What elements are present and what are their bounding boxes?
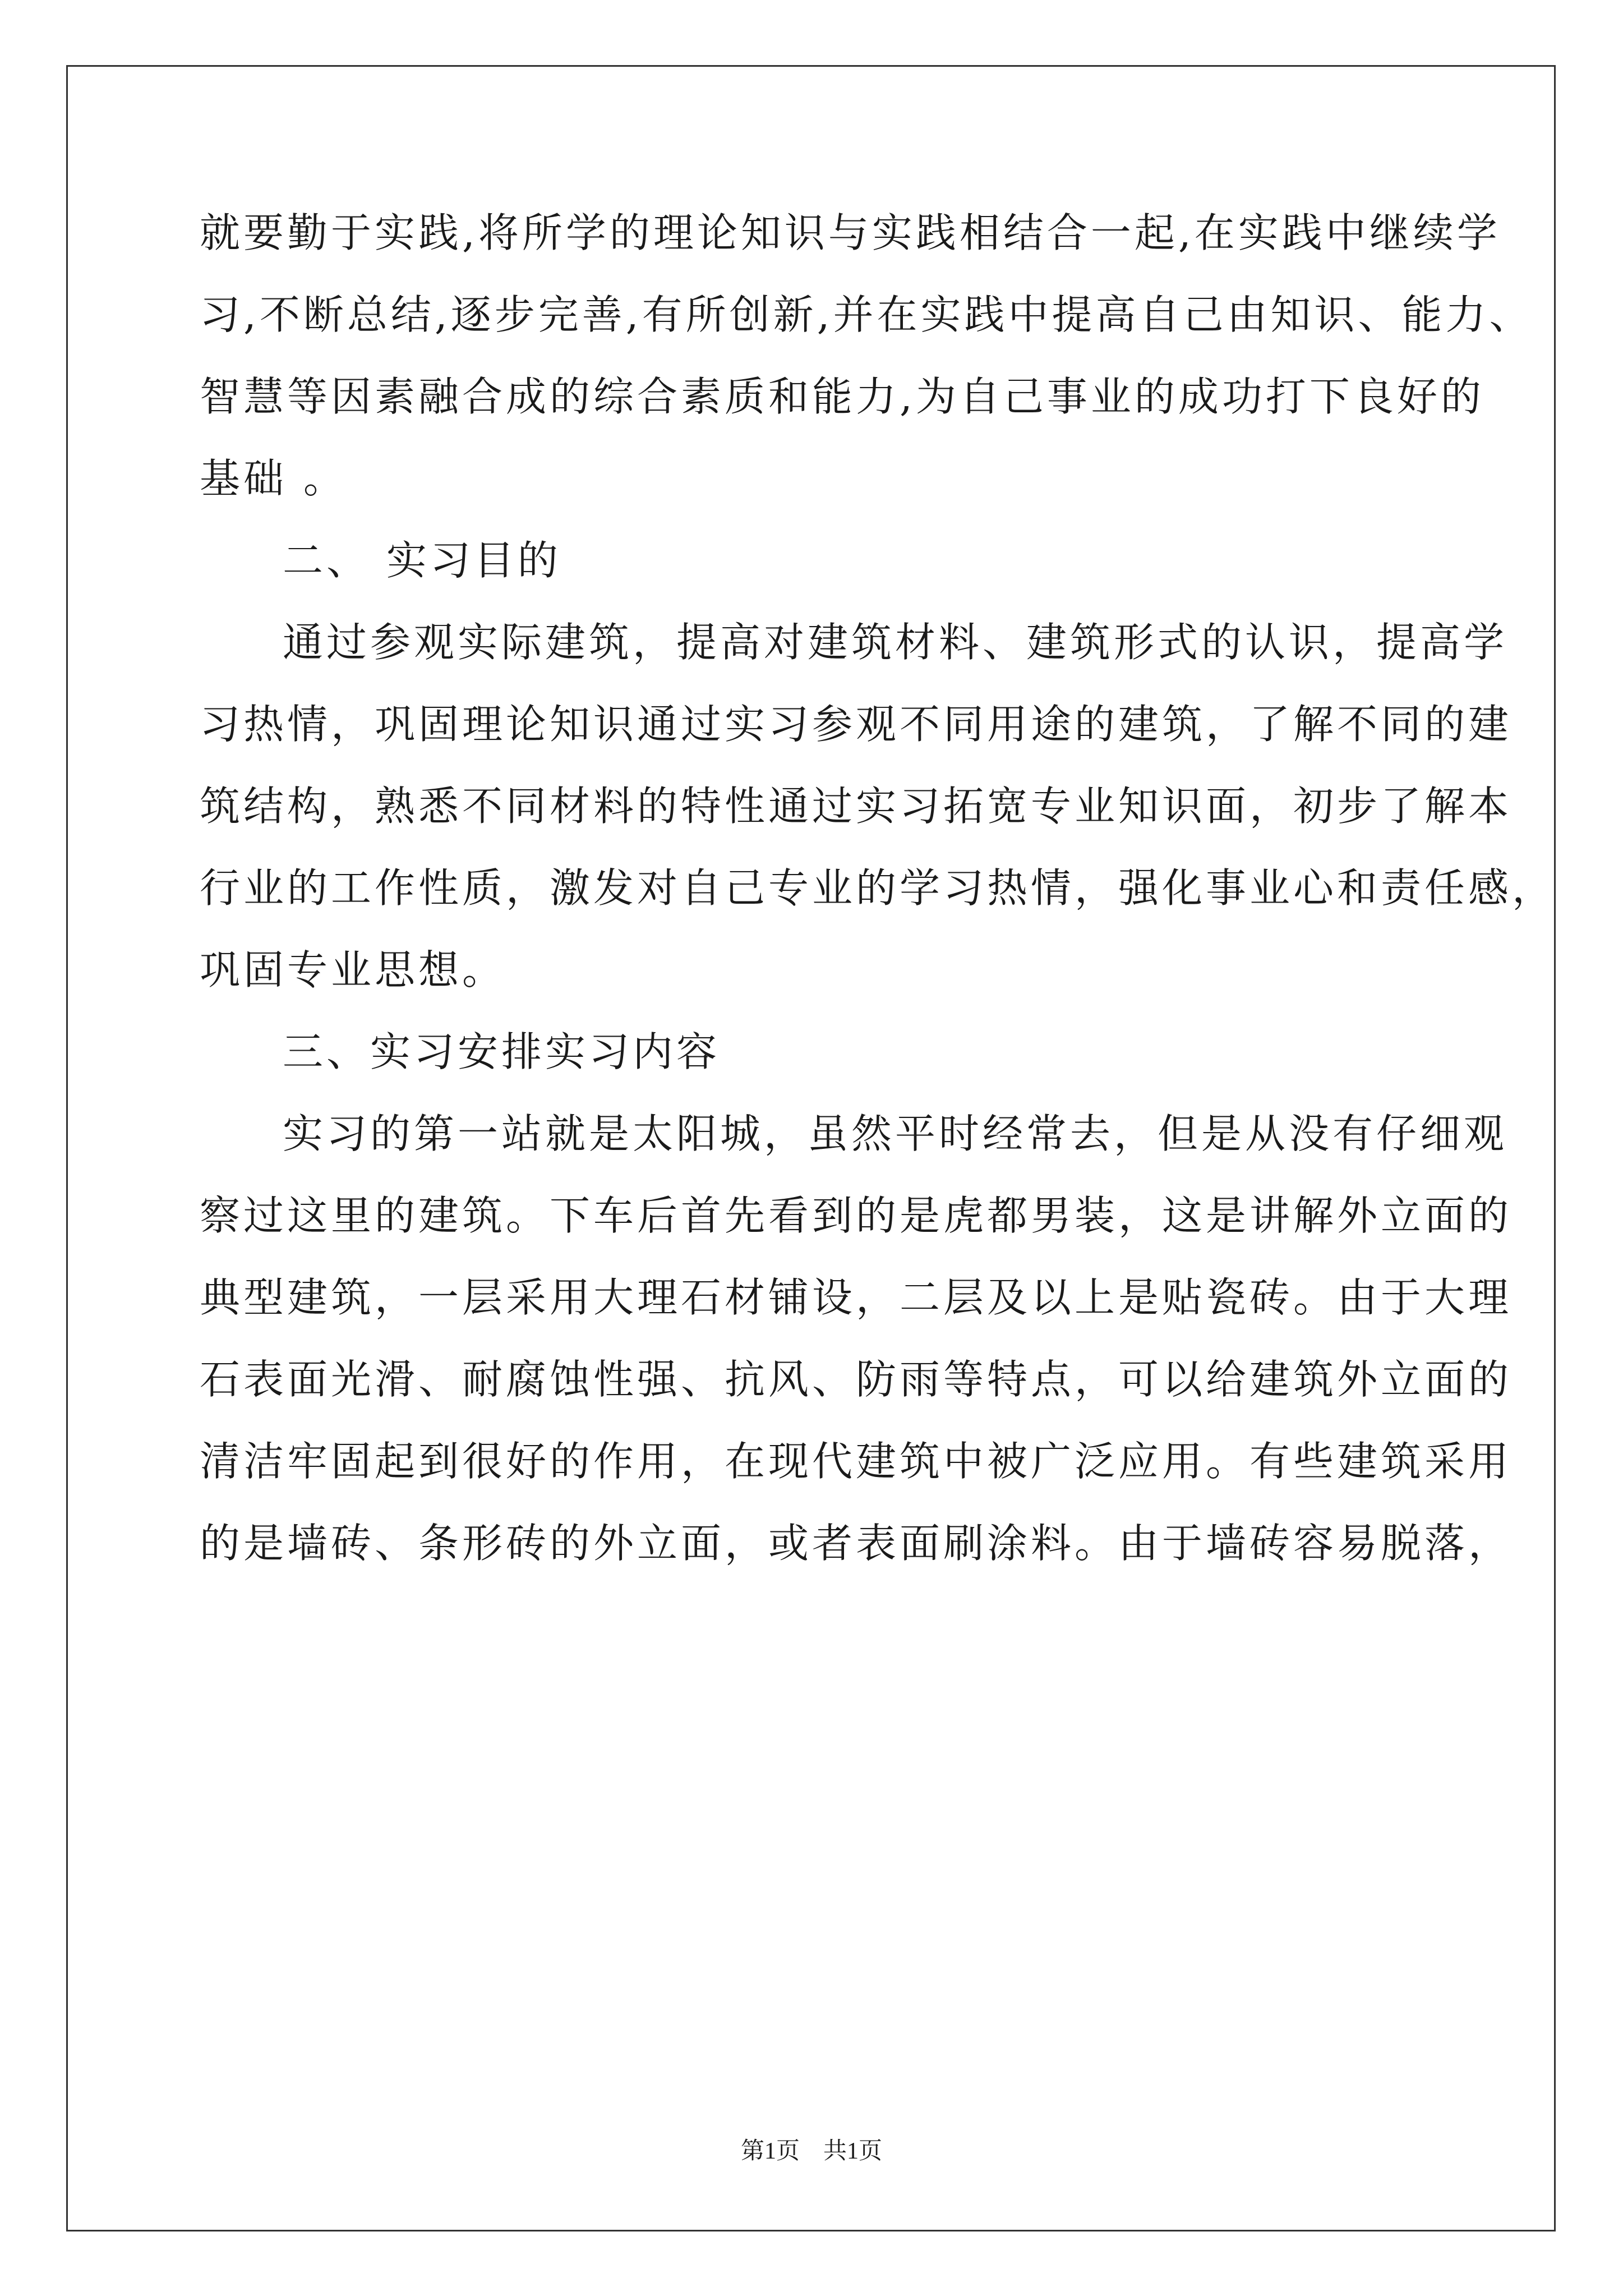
paragraph-line: 典型建筑，一层采用大理石材铺设，二层及以上是贴瓷砖。由于大理 bbox=[200, 1274, 1513, 1321]
paragraph-line: 察过这里的建筑。下车后首先看到的是虎都男装，这是讲解外立面的 bbox=[200, 1192, 1513, 1239]
paragraph-line: 基础 。 bbox=[200, 455, 347, 502]
paragraph-line: 智慧等因素融合成的综合素质和能力,为自己事业的成功打下良好的 bbox=[200, 373, 1484, 420]
paragraph-line: 的是墙砖、条形砖的外立面，或者表面刷涂料。由于墙砖容易脱落， bbox=[200, 1520, 1513, 1567]
paragraph-line: 习热情，巩固理论知识通过实习参观不同用途的建筑，了解不同的建 bbox=[200, 701, 1513, 748]
paragraph-line: 习,不断总结,逐步完善,有所创新,并在实践中提高自己由知识、能力、 bbox=[200, 291, 1533, 338]
paragraph-line: 清洁牢固起到很好的作用，在现代建筑中被广泛应用。有些建筑采用 bbox=[200, 1438, 1513, 1485]
paragraph-line: 就要勤于实践,将所学的理论知识与实践相结合一起,在实践中继续学 bbox=[200, 209, 1501, 256]
paragraph-line: 巩固专业思想。 bbox=[200, 946, 506, 993]
section-heading: 三、实习安排实习内容 bbox=[283, 1028, 721, 1075]
paragraph-line: 通过参观实际建筑，提高对建筑材料、建筑形式的认识，提高学 bbox=[283, 619, 1508, 666]
paragraph-line: 实习的第一站就是太阳城，虽然平时经常去，但是从没有仔细观 bbox=[283, 1110, 1508, 1157]
paragraph-line: 石表面光滑、耐腐蚀性强、抗风、防雨等特点，可以给建筑外立面的 bbox=[200, 1356, 1513, 1403]
paragraph-line: 筑结构，熟悉不同材料的特性通过实习拓宽专业知识面，初步了解本 bbox=[200, 783, 1513, 830]
page-number-footer: 第1页 共1页 bbox=[740, 2138, 882, 2164]
section-heading: 二、 实习目的 bbox=[283, 537, 561, 584]
paragraph-line: 行业的工作性质，激发对自己专业的学习热情，强化事业心和责任感， bbox=[200, 864, 1556, 912]
